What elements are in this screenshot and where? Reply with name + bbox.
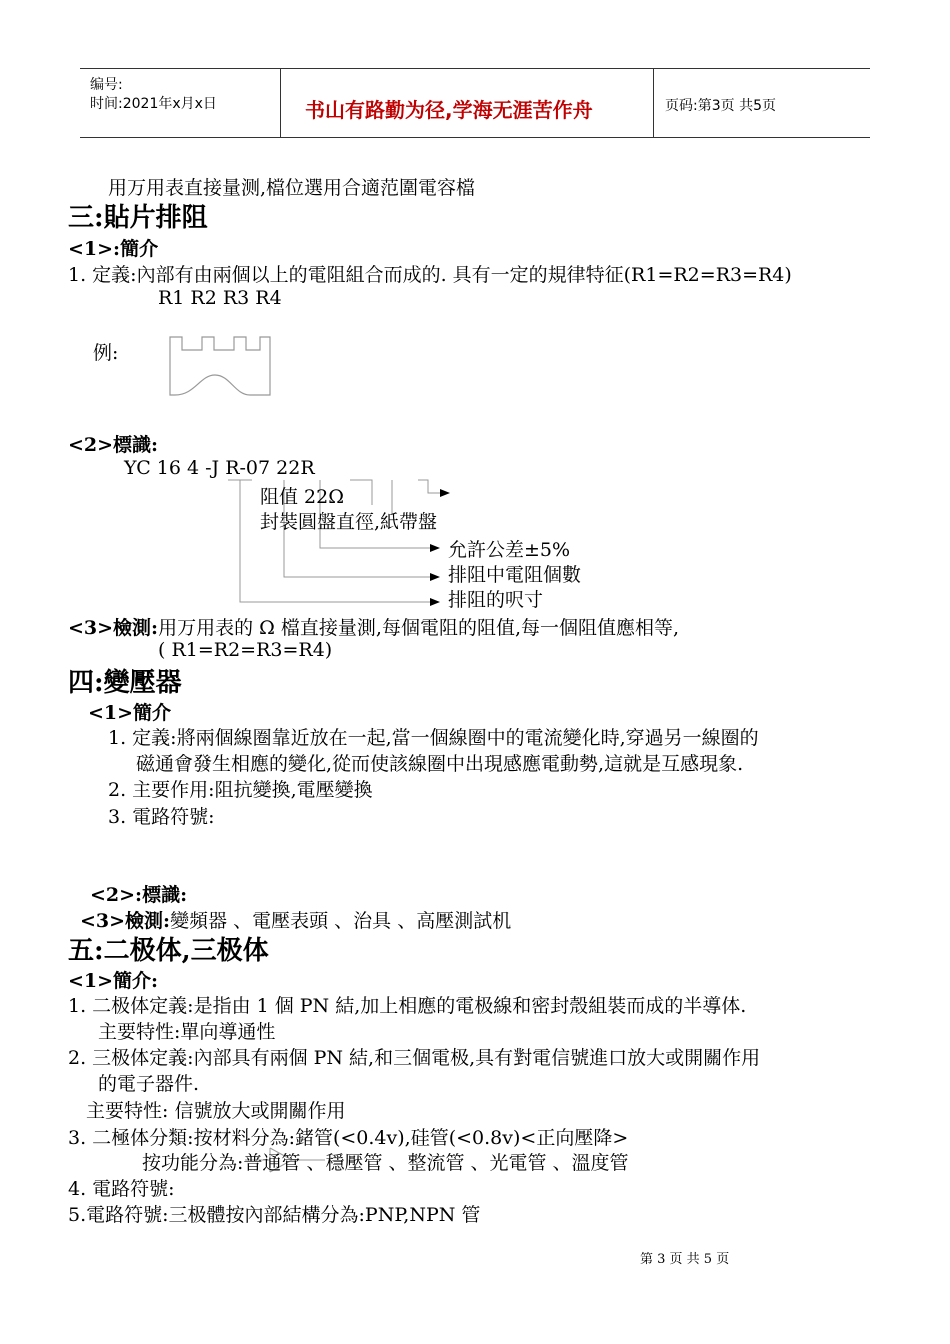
section-4-sub2: <2>:標識: xyxy=(90,884,188,906)
section-3-sub2: <2>標識: xyxy=(68,434,159,456)
section-4-sub3-label: <3>檢測: xyxy=(80,910,171,932)
section-5-item3-cont: 按功能分為:普通管 、穩壓管 、整流管 、光電管 、溫度管 xyxy=(142,1152,629,1174)
page-label: 页码:第3页 共5页 xyxy=(665,98,776,114)
section-5-item2-feature: 主要特性: 信號放大或開關作用 xyxy=(86,1100,346,1122)
section-4-item1-cont: 磁通會發生相應的變化,從而使該線圈中出現感應電動勢,這就是互感現象. xyxy=(136,753,744,775)
arrow-icon xyxy=(430,598,440,606)
section-5-item3: 3. 二極体分類:按材料分為:鍺管(<0.4v),硅管(<0.8v)<正向壓降> xyxy=(68,1127,629,1149)
section-4-sub1: <1>簡介 xyxy=(88,702,172,724)
footer-page-number: 第 3 页 共 5 页 xyxy=(640,1252,730,1267)
section-4-title: 四:變壓器 xyxy=(68,668,182,698)
section-5-item1-cont: 主要特性:單向導通性 xyxy=(98,1021,276,1043)
annotation-resistance: 阻值 22Ω xyxy=(260,486,344,508)
section-4-item3: 3. 電路符號: xyxy=(108,806,215,828)
section-4-item1: 1. 定義:將兩個線圈靠近放在一起,當一個線圈中的電流變化時,穿過另一線圈的 xyxy=(108,727,759,749)
section-3-sub1: <1>:簡介 xyxy=(68,238,159,260)
annotation-tolerance: 允許公差±5% xyxy=(448,539,571,561)
section-3-sub3-text2: ( R1=R2=R3=R4) xyxy=(158,639,333,661)
section-5-title: 五:二极体,三极体 xyxy=(68,936,269,966)
section-4-item2: 2. 主要作用:阻抗變換,電壓變換 xyxy=(108,779,373,801)
intro-line: 用万用表直接量测,檔位選用合適范圍電容檔 xyxy=(108,177,476,199)
section-5-item1: 1. 二极体定義:是指由 1 個 PN 結,加上相應的電极線和密封殼組裝而成的半導体. xyxy=(68,995,747,1017)
section-5-item2-cont: 的電子器件. xyxy=(98,1073,200,1095)
section-3-sub3-label: <3>檢測: xyxy=(68,617,159,639)
section-4-sub3 xyxy=(80,906,511,933)
section-5-sub1: <1>簡介: xyxy=(68,970,159,992)
section-3-item1: 1. 定義:內部有由兩個以上的電阻組合而成的. 具有一定的規律特征(R1=R2=R3=R4) xyxy=(68,264,792,286)
resistor-labels: R1 R2 R3 R4 xyxy=(158,287,282,309)
code-label: 编号: xyxy=(90,77,123,93)
section-5-item2: 2. 三极体定義:內部具有兩個 PN 結,和三個電极,具有對電信號進口放大或開關作用 xyxy=(68,1047,761,1069)
annotation-resistor-count: 排阻中電阻個數 xyxy=(448,564,582,586)
example-label: 例: xyxy=(93,342,119,364)
section-5-item5: 5.電路符號:三极體按內部結構分為:PNP,NPN 管 xyxy=(68,1204,481,1226)
part-code-line: YC 16 4 -J R-07 22R xyxy=(124,457,315,479)
time-label: 时间:2021年x月x日 xyxy=(90,96,217,112)
section-4-sub3-text: 變頻器 、電壓表頭 、治具 、高壓測試机 xyxy=(170,910,512,932)
section-3-sub3-text: 用万用表的 Ω 檔直接量測,每個電阻的阻值,每一個阻值應相等, xyxy=(158,617,680,639)
section-3-title: 三:貼片排阻 xyxy=(68,203,208,233)
arrow-icon xyxy=(430,544,440,552)
annotation-package: 封裝圓盤直徑,紙帶盤 xyxy=(260,511,438,533)
annotation-size: 排阻的呎寸 xyxy=(448,589,544,611)
arrow-icon xyxy=(430,573,440,581)
arrow-icon xyxy=(440,489,450,497)
motto: 书山有路勤为径,学海无涯苦作舟 xyxy=(305,98,593,122)
section-5-item4: 4. 電路符號: xyxy=(68,1178,175,1200)
section-3-sub3 xyxy=(68,613,679,640)
resistor-array-drawing xyxy=(170,337,270,395)
